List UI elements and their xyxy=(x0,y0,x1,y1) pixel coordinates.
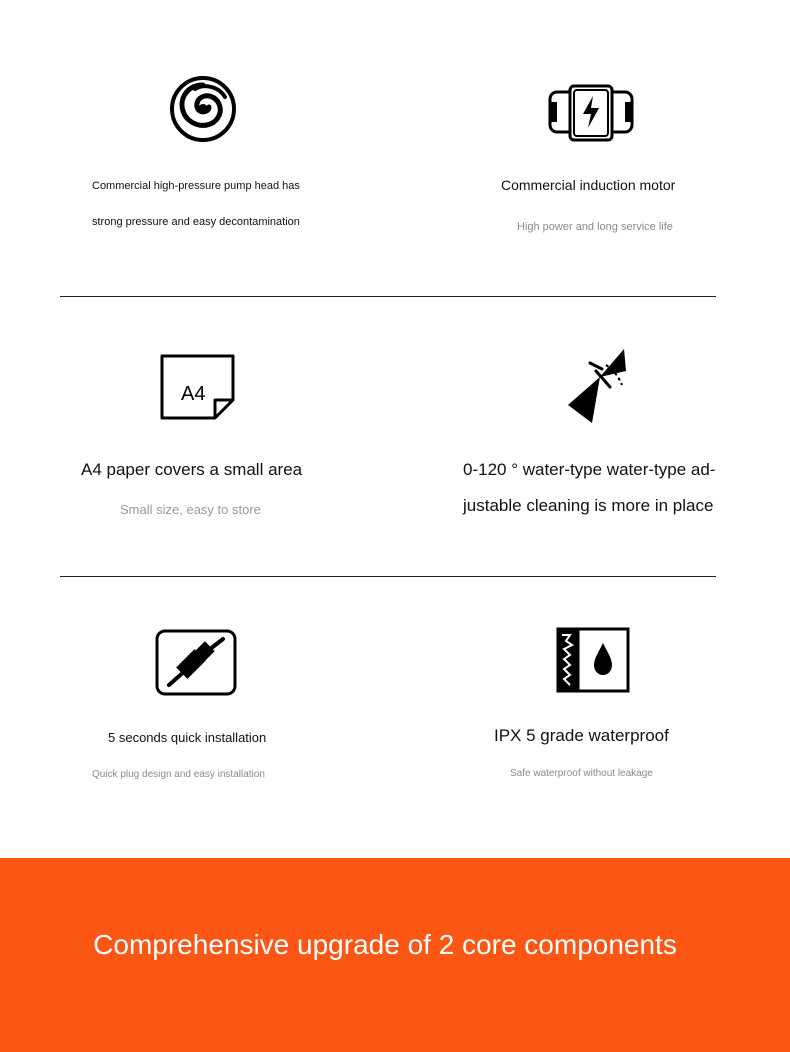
banner-title: Comprehensive upgrade of 2 core components xyxy=(93,929,677,960)
feature-6-title: IPX 5 grade waterproof xyxy=(494,726,669,745)
row-divider xyxy=(60,296,716,297)
feature-2-subtitle: High power and long service life xyxy=(517,221,673,233)
feature-4-line-2: justable cleaning is more in place xyxy=(463,496,714,515)
quick-plug-icon xyxy=(155,629,237,696)
feature-5-title: 5 seconds quick installation xyxy=(108,730,267,745)
feature-1-line-1: Commercial high-pressure pump head has xyxy=(92,180,300,192)
feature-1-line-2: strong pressure and easy decontamination xyxy=(92,216,300,228)
feature-4-line-1: 0-120 ° water-type water-type ad- xyxy=(463,460,716,479)
feature-6-subtitle: Safe waterproof without leakage xyxy=(510,768,653,779)
feature-5-subtitle: Quick plug design and easy installation xyxy=(92,769,265,780)
feature-2-title: Commercial induction motor xyxy=(501,177,676,193)
spray-nozzle-icon xyxy=(566,347,628,427)
row-divider xyxy=(60,576,716,577)
feature-3-subtitle: Small size, easy to store xyxy=(120,502,261,517)
waterproof-icon xyxy=(556,627,630,693)
swirl-icon xyxy=(169,75,237,143)
a4-paper-icon xyxy=(160,354,236,420)
svg-text:A4: A4 xyxy=(181,383,206,405)
battery-charge-icon xyxy=(548,84,634,142)
feature-3-title: A4 paper covers a small area xyxy=(81,460,303,479)
core-components-banner xyxy=(0,858,790,1052)
